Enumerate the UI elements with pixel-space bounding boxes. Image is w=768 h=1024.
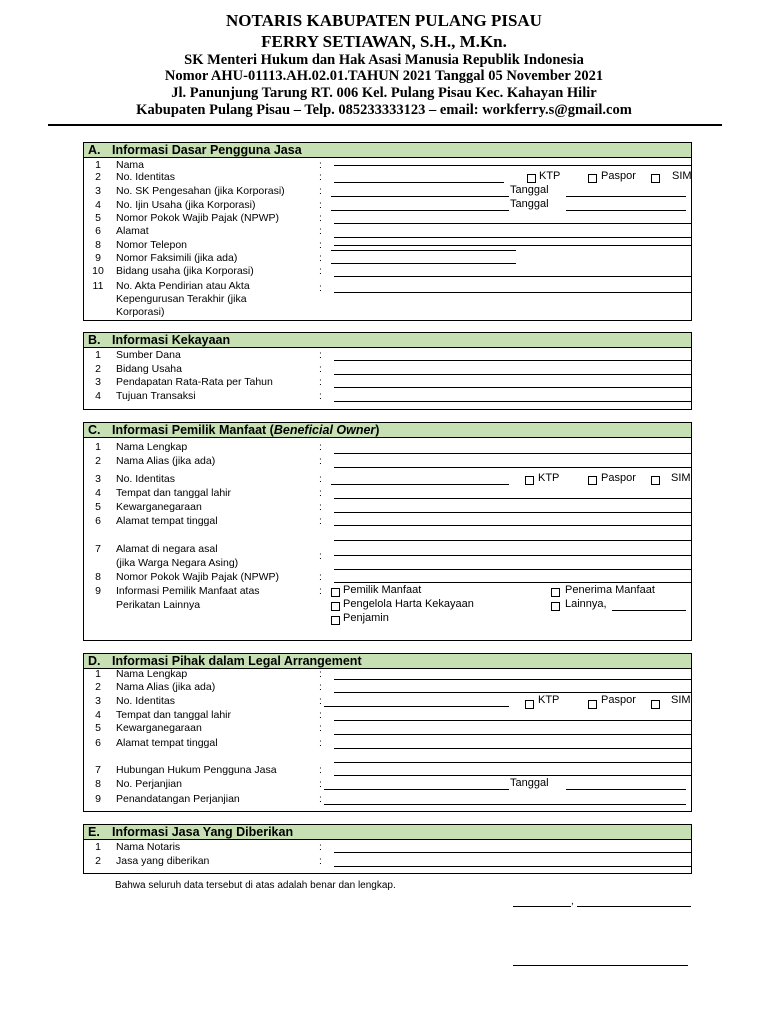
notary-name: FERRY SETIAWAN, S.H., M.Kn. [261,32,507,51]
row-number: 1 [95,159,101,171]
field-label-sumber-dana: Sumber Dana [116,349,181,361]
pendapatan-input-line[interactable] [334,387,691,388]
field-label-sk-pengesahan: No. SK Pengesahan (jika Korporasi) [116,185,285,197]
place-input-line[interactable] [513,906,571,907]
colon: : [319,778,322,790]
colon: : [319,681,322,693]
section-a-letter: A. [88,143,101,157]
field-label-nama-lengkap-d: Nama Lengkap [116,668,188,680]
d-alamat-input-line-1[interactable] [334,748,691,749]
row-number: 2 [95,681,101,693]
row-number: 3 [95,695,101,707]
colon: : [319,793,322,805]
colon: : [319,571,322,583]
colon: : [319,390,322,402]
field-label-npwp-c: Nomor Pokok Wajib Pajak (NPWP) [116,571,279,583]
row-number: 2 [95,171,101,183]
pemilik-manfaat-label: Pemilik Manfaat [343,584,422,596]
comma: , [571,896,574,907]
paspor-checkbox[interactable] [588,174,597,183]
ktp-checkbox[interactable] [527,174,536,183]
paspor-label: Paspor [601,694,636,706]
colon: : [319,487,322,499]
row-number: 9 [95,252,101,264]
row-number: 8 [95,778,101,790]
field-label-alamat-asal-line2: (jika Warga Negara Asing) [116,557,239,569]
field-label-no-identitas-c: No. Identitas [116,473,175,485]
field-label-nama: Nama [116,159,145,171]
penerima-manfaat-label: Penerima Manfaat [565,584,655,596]
d-tanggal-input-line[interactable] [566,789,686,790]
section-e-title: Informasi Jasa Yang Diberikan [112,825,294,839]
field-label-alamat-tinggal-d: Alamat tempat tinggal [116,737,218,749]
section-b-title: Informasi Kekayaan [112,333,231,347]
row-number: 6 [95,225,101,237]
d-ttl-input-line[interactable] [334,720,691,721]
d-nama-alias-input-line[interactable] [334,692,691,693]
tanggal-label: Tanggal [510,184,549,196]
row-number: 1 [95,441,101,453]
alamat-input-line-2[interactable] [334,245,691,246]
c-no-identitas-input-line[interactable] [331,484,509,485]
section-e-header [84,825,691,840]
pemilik-manfaat-checkbox[interactable] [331,588,340,597]
paspor-label: Paspor [601,472,636,484]
row-number: 1 [95,841,101,853]
row-number: 3 [95,376,101,388]
colon: : [319,199,322,211]
field-label-telepon: Nomor Telepon [116,239,188,251]
ijin-tanggal-input-line[interactable] [566,210,686,211]
row-number: 5 [95,722,101,734]
field-label-info-pemilik-line2: Perikatan Lainnya [116,599,201,611]
field-label-ttl: Tempat dan tanggal lahir [116,487,231,499]
colon: : [319,668,322,680]
pengelola-harta-label: Pengelola Harta Kekayaan [343,598,474,610]
colon: : [319,737,322,749]
paspor-checkbox[interactable] [588,476,597,485]
decree-number: Nomor AHU-01113.AH.02.01.TAHUN 2021 Tanggal 05 November 2021 [164,68,604,84]
sim-label: SIM [671,472,691,484]
field-label-alamat: Alamat [116,225,149,237]
field-label-no-perjanjian: No. Perjanjian [116,778,182,790]
statement-text: Bahwa seluruh data tersebut di atas adalah benar dan lengkap. [115,880,396,891]
notary-title: NOTARIS KABUPATEN PULANG PISAU [226,11,542,30]
lainnya-input-line[interactable] [612,610,686,611]
sim-label: SIM [671,694,691,706]
section-a [83,142,692,321]
row-number: 9 [95,585,101,597]
field-label-jasa: Jasa yang diberikan [116,855,210,867]
section-c-title-em: Beneficial Owner [273,423,376,437]
sumber-dana-input-line[interactable] [334,360,691,361]
field-label-kewarganegaraan-d: Kewarganegaraan [116,722,202,734]
colon: : [319,550,322,562]
colon: : [319,455,322,467]
colon: : [319,722,322,734]
c-alamat-input-line-1[interactable] [334,525,691,526]
field-label-ttl-d: Tempat dan tanggal lahir [116,709,231,721]
contact-line: Kabupaten Pulang Pisau – Telp. 085233333123 – email: workferry.s@gmail.com [136,102,632,118]
tujuan-transaksi-input-line[interactable] [334,401,691,402]
c-nama-alias-input-line[interactable] [334,467,691,468]
header-divider [48,124,722,126]
colon: : [319,349,322,361]
row-number: 8 [95,571,101,583]
row-number: 4 [95,390,101,402]
penjamin-label: Penjamin [343,612,389,624]
tanggal-label: Tanggal [510,198,549,210]
colon: : [319,225,322,237]
bidang-usaha-input-line[interactable] [334,276,691,277]
section-d-title: Informasi Pihak dalam Legal Arrangement [112,654,362,668]
colon: : [319,441,322,453]
field-label-alamat-asal: Alamat di negara asal [116,543,218,555]
row-number: 6 [95,515,101,527]
section-e-letter: E. [88,825,100,839]
row-number: 6 [95,737,101,749]
section-c-letter: C. [88,423,101,437]
c-alamat-asal-input-line-1[interactable] [334,555,691,556]
ktp-label: KTP [538,472,560,484]
field-label-npwp: Nomor Pokok Wajib Pajak (NPWP) [116,212,279,224]
row-number: 3 [95,473,101,485]
d-kewarganegaraan-input-line[interactable] [334,734,691,735]
lainnya-label: Lainnya, [565,598,607,610]
c-nama-lengkap-input-line[interactable] [334,453,691,454]
field-label-kewarganegaraan: Kewarganegaraan [116,501,202,513]
section-e [83,824,692,874]
c-alamat-input-line-2[interactable] [334,540,691,541]
row-number: 5 [95,501,101,513]
field-label-akta-line2: Kepengurusan Terakhir (jika [116,293,247,305]
penerima-manfaat-checkbox[interactable] [551,588,560,597]
row-number: 1 [95,668,101,680]
sim-checkbox[interactable] [651,174,660,183]
date-input-line[interactable] [577,906,691,907]
row-number: 3 [95,185,101,197]
lainnya-checkbox[interactable] [551,602,560,611]
row-number: 1 [95,349,101,361]
c-ttl-input-line[interactable] [334,498,691,499]
colon: : [319,473,322,485]
sk-tanggal-input-line[interactable] [566,196,686,197]
penjamin-checkbox[interactable] [331,616,340,625]
bidang-usaha-b-input-line[interactable] [334,374,691,375]
row-number: 8 [95,239,101,251]
colon: : [319,252,322,264]
row-number: 4 [95,709,101,721]
colon: : [319,585,322,597]
section-a-title: Informasi Dasar Pengguna Jasa [112,143,302,157]
ktp-checkbox[interactable] [525,700,534,709]
row-number: 4 [95,487,101,499]
sim-checkbox[interactable] [651,700,660,709]
row-number: 5 [95,212,101,224]
field-label-bidang-usaha: Bidang usaha (jika Korporasi) [116,265,254,277]
colon: : [319,855,322,867]
e-nama-notaris-input-line[interactable] [334,852,691,853]
d-hubungan-input-line[interactable] [334,775,691,776]
row-number: 10 [92,265,104,277]
row-number: 11 [92,280,104,292]
e-jasa-input-line[interactable] [334,866,691,867]
field-label-akta-line3: Korporasi) [116,306,165,318]
field-label-akta: No. Akta Pendirian atau Akta [116,280,250,292]
field-label-tujuan-transaksi: Tujuan Transaksi [116,390,196,402]
section-c-header [84,423,691,438]
colon: : [319,363,322,375]
section-a-header [84,143,691,158]
colon: : [319,501,322,513]
section-b-letter: B. [88,333,101,347]
ktp-label: KTP [538,694,560,706]
section-d-letter: D. [88,654,101,668]
decree-line: SK Menteri Hukum dan Hak Asasi Manusia Republik Indonesia [184,52,584,68]
colon: : [319,239,322,251]
akta-input-line[interactable] [334,292,691,293]
nama-input-line[interactable] [334,165,691,166]
colon: : [319,515,322,527]
row-number: 2 [95,455,101,467]
paspor-label: Paspor [601,170,636,182]
row-number: 7 [95,543,101,555]
sim-checkbox[interactable] [651,476,660,485]
colon: : [319,841,322,853]
row-number: 2 [95,855,101,867]
no-identitas-input-line[interactable] [334,182,504,183]
ktp-checkbox[interactable] [525,476,534,485]
sim-label: SIM [672,170,692,182]
field-label-pendapatan: Pendapatan Rata-Rata per Tahun [116,376,273,388]
faksimili-input-line[interactable] [331,263,516,264]
tanggal-label: Tanggal [510,777,549,789]
row-number: 7 [95,764,101,776]
field-label-nama-alias-d: Nama Alias (jika ada) [116,681,216,693]
section-c-title: Informasi Pemilik Manfaat ( [112,423,274,437]
d-alamat-input-line-2[interactable] [334,762,691,763]
colon: : [319,212,322,224]
sk-pengesahan-input-line[interactable] [331,196,509,197]
colon: : [319,265,322,277]
field-label-ijin-usaha: No. Ijin Usaha (jika Korporasi) [116,199,256,211]
row-number: 9 [95,793,101,805]
alamat-input-line-1[interactable] [334,237,691,238]
c-npwp-input-line[interactable] [334,582,691,583]
paspor-checkbox[interactable] [588,700,597,709]
ktp-label: KTP [539,170,561,182]
section-b [83,332,692,410]
pengelola-harta-checkbox[interactable] [331,602,340,611]
signature-line[interactable] [513,965,688,966]
colon: : [319,185,322,197]
field-label-penandatangan: Penandatangan Perjanjian [116,793,240,805]
colon: : [319,376,322,388]
ijin-usaha-input-line[interactable] [331,210,509,211]
field-label-bidang-usaha-b: Bidang Usaha [116,363,182,375]
colon: : [319,709,322,721]
d-no-identitas-input-line[interactable] [324,706,509,707]
d-nama-lengkap-input-line[interactable] [334,679,691,680]
row-number: 2 [95,363,101,375]
section-c-title-post: ) [375,423,380,437]
field-label-info-pemilik: Informasi Pemilik Manfaat atas [116,585,260,597]
field-label-no-identitas-d: No. Identitas [116,695,175,707]
c-kewarganegaraan-input-line[interactable] [334,512,691,513]
d-no-perjanjian-input-line[interactable] [324,789,509,790]
colon: : [319,282,322,294]
row-number: 4 [95,199,101,211]
colon: : [319,159,322,171]
field-label-hubungan-hukum: Hubungan Hukum Pengguna Jasa [116,764,277,776]
field-label-no-identitas: No. Identitas [116,171,175,183]
npwp-input-line[interactable] [334,223,691,224]
colon: : [319,764,322,776]
section-d-header [84,654,691,669]
address-line: Jl. Panunjung Tarung RT. 006 Kel. Pulang Pisau Kec. Kahayan Hilir [171,85,597,101]
field-label-nama-notaris: Nama Notaris [116,841,181,853]
colon: : [319,171,322,183]
c-alamat-asal-input-line-2[interactable] [334,569,691,570]
field-label-faksimili: Nomor Faksimili (jika ada) [116,252,238,264]
colon: : [319,695,322,707]
section-d [83,653,692,812]
telepon-input-line[interactable] [331,250,516,251]
field-label-nama-lengkap: Nama Lengkap [116,441,188,453]
field-label-alamat-tinggal: Alamat tempat tinggal [116,515,218,527]
field-label-nama-alias: Nama Alias (jika ada) [116,455,216,467]
section-b-header [84,333,691,348]
section-c [83,422,692,641]
d-penandatangan-input-line[interactable] [324,804,686,805]
